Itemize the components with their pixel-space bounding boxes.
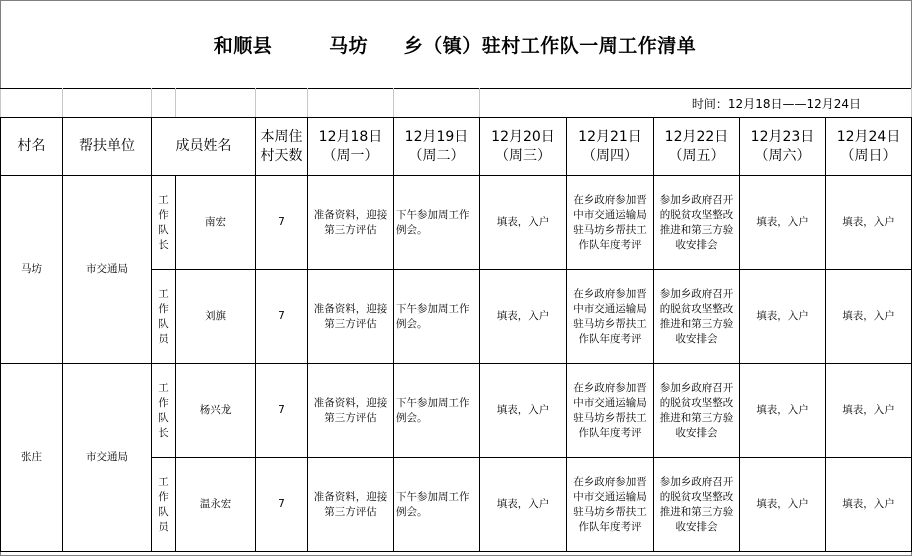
- table-row: [1, 364, 912, 458]
- task-cell: 填表，入户: [480, 458, 567, 552]
- task-cell: 填表，入户: [740, 176, 826, 270]
- task-cell: 准备资料，迎接第三方评估: [308, 176, 394, 270]
- member-role: 工作队长: [152, 176, 176, 270]
- village-name: 马坊: [1, 176, 63, 364]
- member-name: 杨兴龙: [176, 364, 256, 458]
- task-cell: 填表，入户: [740, 364, 826, 458]
- header-day-3: 12月21日 （周四）: [567, 118, 654, 176]
- task-cell: 在乡政府参加晋中市交通运输局驻马坊乡帮扶工作队年度考评: [567, 176, 654, 270]
- task-cell: 填表，入户: [740, 458, 826, 552]
- task-cell: 在乡政府参加晋中市交通运输局驻马坊乡帮扶工作队年度考评: [567, 364, 654, 458]
- member-days: 7: [256, 364, 308, 458]
- task-cell: 参加乡政府召开的脱贫攻坚整改推进和第三方验收安排会: [654, 270, 740, 364]
- support-unit: 市交通局: [63, 176, 152, 364]
- table-row: [1, 176, 912, 270]
- task-cell: 填表，入户: [480, 270, 567, 364]
- member-days: 7: [256, 176, 308, 270]
- header-days: 本周住村天数: [256, 118, 308, 176]
- header-member: 成员姓名: [152, 118, 256, 176]
- task-cell: 在乡政府参加晋中市交通运输局驻马坊乡帮扶工作队年度考评: [567, 458, 654, 552]
- title-township: 马坊: [329, 34, 369, 57]
- task-cell: 下午参加周工作例会。: [394, 270, 480, 364]
- page-title: [0, 0, 910, 88]
- time-row: [1, 89, 912, 118]
- header-unit: 帮扶单位: [63, 118, 152, 176]
- member-name: 刘旗: [176, 270, 256, 364]
- title-rest: 乡（镇）驻村工作队一周工作清单: [403, 34, 697, 57]
- task-cell: 准备资料，迎接第三方评估: [308, 458, 394, 552]
- header-day-0: 12月18日 （周一）: [308, 118, 394, 176]
- member-role: 工作队长: [152, 364, 176, 458]
- task-cell: 在乡政府参加晋中市交通运输局驻马坊乡帮扶工作队年度考评: [567, 270, 654, 364]
- task-cell: 下午参加周工作例会。: [394, 176, 480, 270]
- task-cell: 填表，入户: [826, 270, 912, 364]
- village-name: 张庄: [1, 364, 63, 552]
- support-unit: 市交通局: [63, 364, 152, 552]
- member-role: 工作队员: [152, 458, 176, 552]
- task-cell: 下午参加周工作例会。: [394, 364, 480, 458]
- task-cell: 参加乡政府召开的脱贫攻坚整改推进和第三方验收安排会: [654, 458, 740, 552]
- task-cell: 参加乡政府召开的脱贫攻坚整改推进和第三方验收安排会: [654, 364, 740, 458]
- member-days: 7: [256, 270, 308, 364]
- task-cell: 填表，入户: [826, 176, 912, 270]
- header-day-4: 12月22日 （周五）: [654, 118, 740, 176]
- task-cell: 下午参加周工作例会。: [394, 458, 480, 552]
- work-schedule-table: [0, 88, 912, 552]
- header-day-2: 12月20日 （周三）: [480, 118, 567, 176]
- task-cell: 填表，入户: [740, 270, 826, 364]
- task-cell: 填表，入户: [826, 458, 912, 552]
- header-day-1: 12月19日 （周二）: [394, 118, 480, 176]
- title-county: 和顺县: [213, 34, 273, 57]
- member-role: 工作队员: [152, 270, 176, 364]
- header-day-6: 12月24日 （周日）: [826, 118, 912, 176]
- header-village: 村名: [1, 118, 63, 176]
- header-row: [1, 118, 912, 176]
- task-cell: 准备资料，迎接第三方评估: [308, 364, 394, 458]
- time-range: 时间：12月18日——12月24日: [480, 89, 912, 118]
- task-cell: 参加乡政府召开的脱贫攻坚整改推进和第三方验收安排会: [654, 176, 740, 270]
- header-day-5: 12月23日 （周六）: [740, 118, 826, 176]
- member-name: 温永宏: [176, 458, 256, 552]
- task-cell: 准备资料，迎接第三方评估: [308, 270, 394, 364]
- member-name: 南宏: [176, 176, 256, 270]
- task-cell: 填表，入户: [826, 364, 912, 458]
- task-cell: 填表，入户: [480, 176, 567, 270]
- task-cell: 填表，入户: [480, 364, 567, 458]
- member-days: 7: [256, 458, 308, 552]
